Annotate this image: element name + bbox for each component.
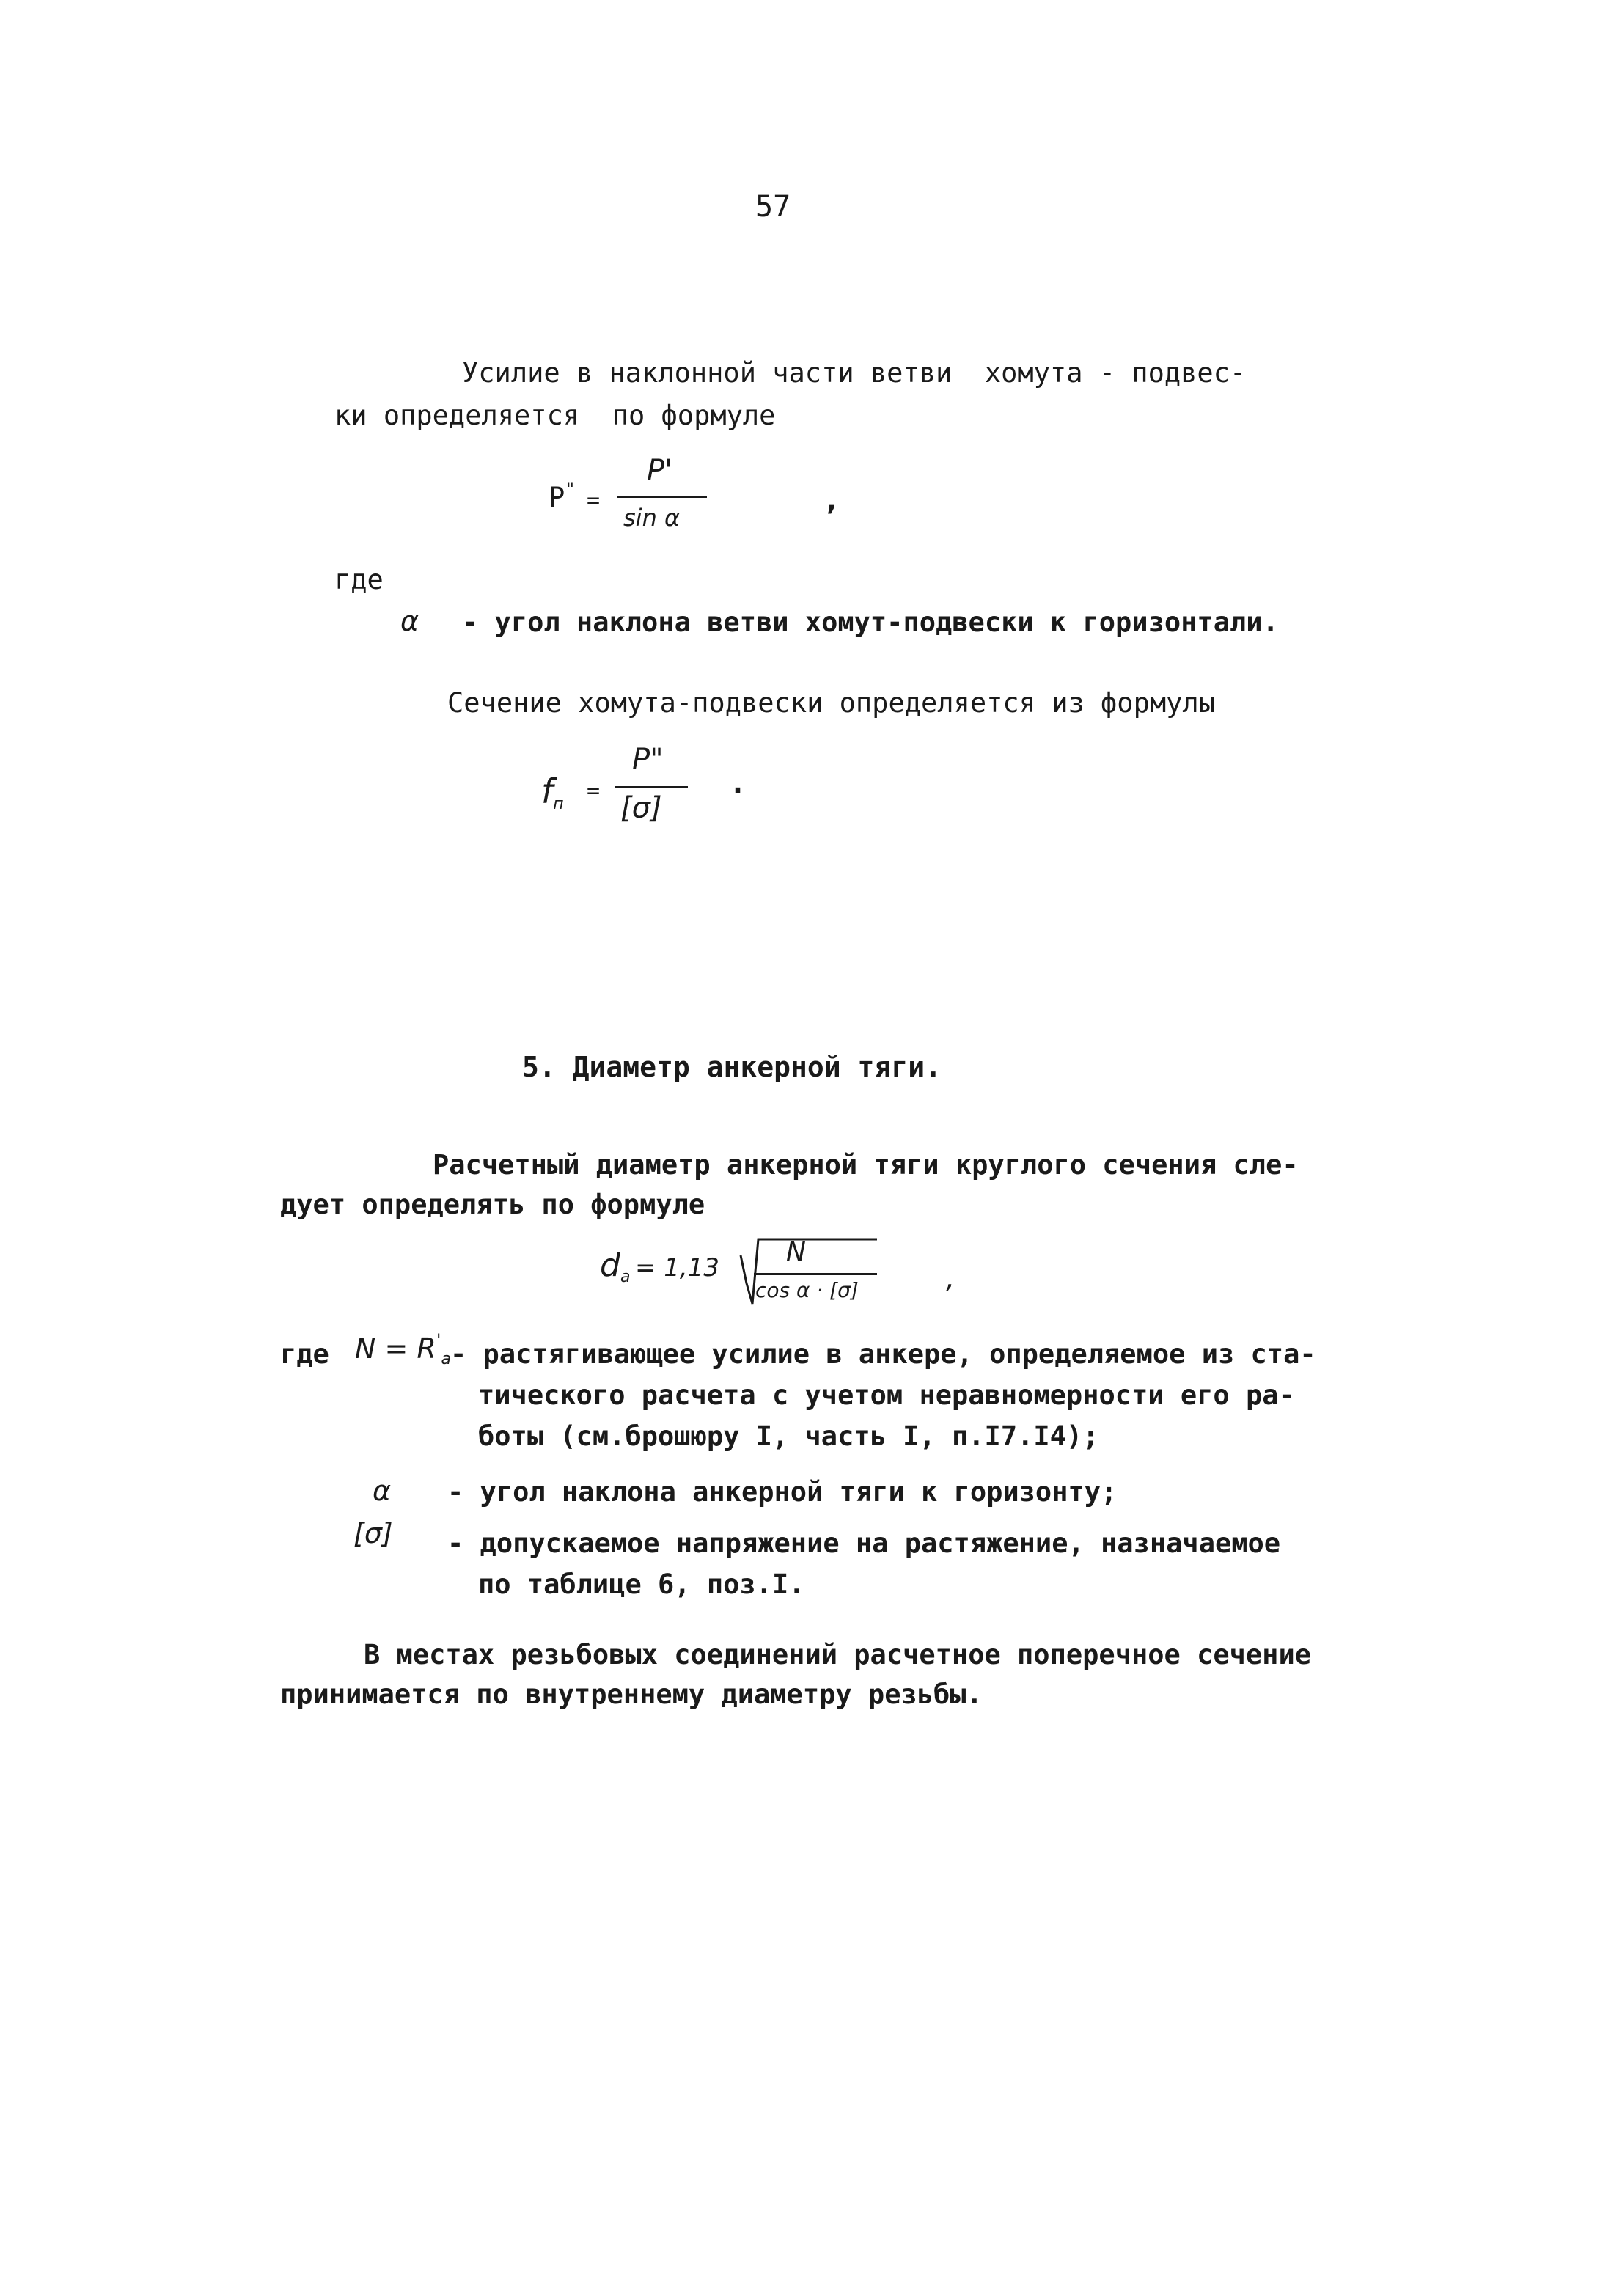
formula-1-trail: ,	[823, 483, 841, 517]
page-number: 57	[755, 190, 791, 224]
formula-1-lhs: P"	[549, 479, 576, 513]
alpha-definition-2: - угол наклона анкерной тяги к горизонту;	[447, 1476, 1118, 1508]
n-definition-line-1: - растягивающее усилие в анкере, определяемое из ста-	[450, 1338, 1316, 1370]
formula-3-numerator: N	[786, 1237, 806, 1267]
formula-2-fraction-bar	[615, 786, 688, 788]
formula-3-fraction-bar	[754, 1273, 877, 1275]
where-label-1: где	[334, 564, 384, 595]
paragraph-1-line-1: Усилие в наклонной части ветви хомута - подвес-	[462, 357, 1247, 389]
n-definition-line-2: тического расчета с учетом неравномерности его ра-	[478, 1379, 1295, 1411]
paragraph-1-line-2: ки определяется по формуле	[334, 400, 776, 431]
formula-3-denominator: cos α · [σ]	[755, 1278, 859, 1302]
formula-1-denominator: sin α	[623, 504, 681, 532]
n-symbol: $N = R'_a$	[355, 1330, 451, 1368]
formula-3-coefficient: = 1,13	[635, 1253, 719, 1283]
formula-1-eq: =	[587, 488, 601, 513]
where-label-2: где	[280, 1338, 329, 1370]
formula-2-eq: =	[587, 778, 601, 804]
paragraph-4-line-2: принимается по внутреннему диаметру резьбы.	[280, 1679, 983, 1710]
formula-1-numerator: P'	[647, 454, 673, 488]
sigma-definition-line-2: по таблице 6, поз.I.	[478, 1569, 805, 1600]
alpha-definition-1: - угол наклона ветви хомут-подвески к горизонтали.	[462, 606, 1279, 638]
paragraph-4-line-1: В местах резьбовых соединений расчетное поперечное сечение	[364, 1639, 1312, 1670]
formula-3-lhs: da	[600, 1247, 631, 1286]
formula-2-numerator: P"	[632, 743, 664, 777]
formula-2-trail: .	[729, 766, 747, 800]
alpha-symbol-1: α	[400, 605, 419, 637]
formula-2-denominator: [σ]	[620, 791, 662, 825]
formula-2-lhs: fп	[541, 771, 564, 813]
paragraph-2: Сечение хомута-подвески определяется из формулы	[447, 687, 1215, 719]
n-definition-line-3: боты (см.брошюру I, часть I, п.I7.I4);	[478, 1420, 1099, 1452]
formula-1-fraction-bar	[617, 496, 707, 498]
paragraph-3-line-2: дует определять по формуле	[280, 1189, 705, 1220]
sigma-definition-line-1: - допускаемое напряжение на растяжение, назначаемое	[447, 1527, 1281, 1559]
sigma-symbol: [σ]	[353, 1517, 393, 1549]
section-title: 5. Диаметр анкерной тяги.	[522, 1051, 942, 1083]
formula-3-trail: ,	[946, 1262, 955, 1294]
paragraph-3-line-1: Расчетный диаметр анкерной тяги круглого сечения сле-	[433, 1149, 1299, 1181]
alpha-symbol-2: α	[373, 1475, 392, 1507]
